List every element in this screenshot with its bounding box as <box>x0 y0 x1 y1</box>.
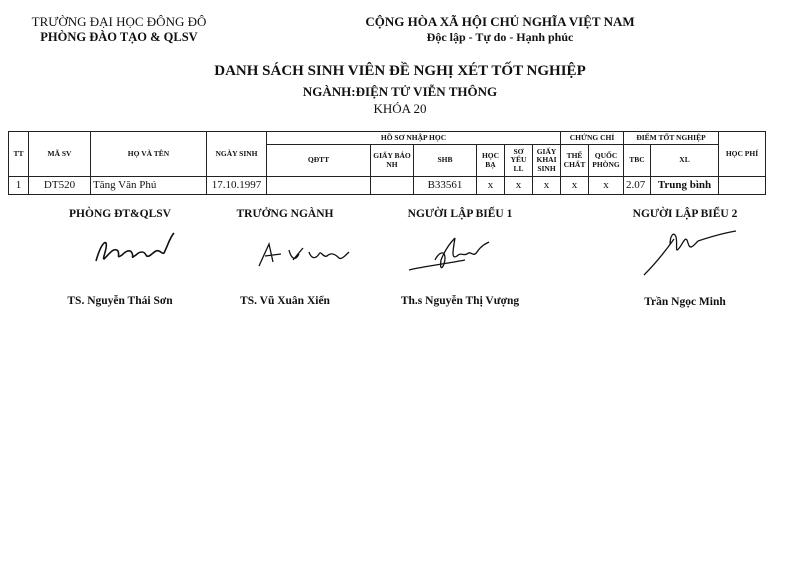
cell-giay-khai-sinh: x <box>533 177 561 195</box>
col-shb: SHB <box>414 145 477 177</box>
cell-qdtt <box>267 177 371 195</box>
course-title: KHÓA 20 <box>373 101 427 116</box>
signature-name-4: Trần Ngọc Minh <box>644 296 726 308</box>
cell-so-yeu: x <box>505 177 533 195</box>
signature-3-icon <box>405 230 505 280</box>
col-ho-ten: HỌ VÀ TÊN <box>91 132 207 177</box>
national-header <box>350 14 650 45</box>
group-chung-chi: CHỨNG CHỈ <box>561 132 624 145</box>
document-title: DANH SÁCH SINH VIÊN ĐỀ NGHỊ XÉT TỐT NGHIỆP <box>214 63 586 79</box>
signature-title-1: PHÒNG ĐT&QLSV <box>69 208 171 220</box>
signature-1-icon <box>90 225 180 270</box>
col-giay-khai-sinh: GIẤY KHAI SINH <box>533 145 561 177</box>
col-giay-bao: GIẤY BÁO NH <box>371 145 414 177</box>
col-tt: TT <box>9 132 29 177</box>
cell-ngay-sinh: 17.10.1997 <box>207 177 267 195</box>
institution-block <box>14 14 224 45</box>
col-qdtt: QĐTT <box>267 145 371 177</box>
cell-shb: B33561 <box>414 177 477 195</box>
col-tbc: TBC <box>624 145 651 177</box>
cell-the-chat: x <box>561 177 589 195</box>
student-table <box>8 131 766 195</box>
col-hoc-phi: HỌC PHÍ <box>719 132 766 177</box>
col-xl: XL <box>651 145 719 177</box>
cell-giay-bao <box>371 177 414 195</box>
signature-name-3: Th.s Nguyễn Thị Vượng <box>400 295 520 307</box>
major-title: NGÀNH:ĐIỆN TỬ VIỄN THÔNG <box>302 84 498 99</box>
cell-ho-ten: Tăng Văn Phú <box>91 177 207 195</box>
country-name: CỘNG HÒA XÃ HỘI CHỦ NGHĨA VIỆT NAM <box>365 14 635 29</box>
signature-4-icon <box>640 225 740 280</box>
signature-title-4: NGƯỜI LẬP BIỂU 2 <box>632 208 738 220</box>
col-quoc-phong: QUỐC PHÒNG <box>589 145 624 177</box>
school-name: TRƯỜNG ĐẠI HỌC ĐÔNG ĐÔ <box>31 14 207 29</box>
national-motto: Độc lập - Tự do - Hạnh phúc <box>426 30 574 44</box>
cell-hoc-phi <box>719 177 766 195</box>
col-the-chat: THỂ CHẤT <box>561 145 589 177</box>
col-so-yeu: SƠ YẾU LL <box>505 145 533 177</box>
department-name: PHÒNG ĐÀO TẠO & QLSV <box>40 30 198 44</box>
cell-xl: Trung bình <box>651 177 719 195</box>
table-row <box>9 177 766 195</box>
cell-quoc-phong: x <box>589 177 624 195</box>
signature-name-2: TS. Vũ Xuân Xiển <box>240 295 330 307</box>
cell-hoc-ba: x <box>477 177 505 195</box>
cell-ma-sv: DT520 <box>29 177 91 195</box>
signature-title-3: NGƯỜI LẬP BIỂU 1 <box>407 208 513 220</box>
signature-2-icon <box>255 232 355 272</box>
col-hoc-ba: HỌC BẠ <box>477 145 505 177</box>
col-ngay-sinh: NGÀY SINH <box>207 132 267 177</box>
cell-tbc: 2.07 <box>624 177 651 195</box>
cell-tt: 1 <box>9 177 29 195</box>
header-row-1 <box>9 132 766 145</box>
group-diem: ĐIỂM TỐT NGHIỆP <box>624 132 719 145</box>
signature-name-1: TS. Nguyễn Thái Sơn <box>67 295 173 307</box>
col-ma-sv: MÃ SV <box>29 132 91 177</box>
signature-title-2: TRƯỞNG NGÀNH <box>236 208 334 220</box>
group-ho-so: HỒ SƠ NHẬP HỌC <box>267 132 561 145</box>
